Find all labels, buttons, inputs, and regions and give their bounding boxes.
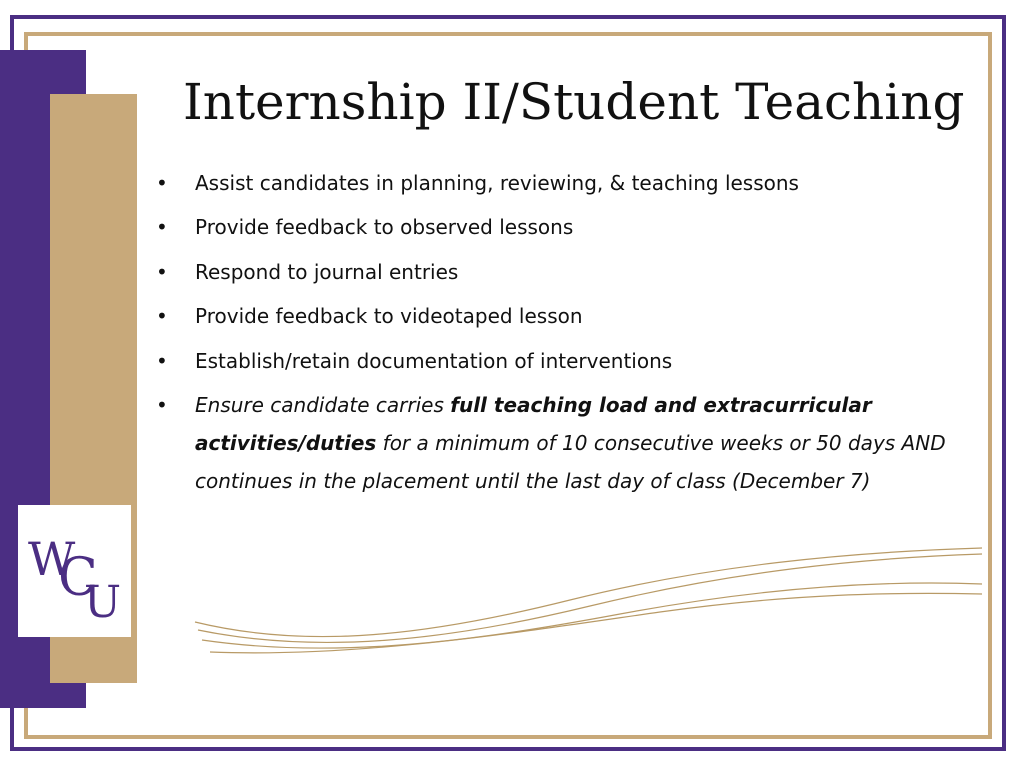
bullet-list — [156, 170, 956, 518]
requirement-text-start: Ensure candidate carries — [195, 392, 451, 417]
bullet-dot: • — [156, 171, 168, 195]
bullet-item — [156, 303, 956, 329]
bullet-dot: • — [156, 304, 168, 329]
requirement-text-end: for a minimum of 10 consecutive weeks or 50 days AND continues in the placement until the last day of class (December 7) — [195, 430, 946, 493]
bullet-item — [156, 170, 956, 196]
svg-text:U: U — [84, 577, 122, 628]
bullet-dot: • — [156, 348, 168, 373]
bullet-text: Provide feedback to observed lessons — [195, 215, 574, 240]
wcu-logo-icon — [18, 505, 131, 637]
svg-text:C: C — [58, 548, 98, 608]
decorative-swoosh-lines — [190, 540, 985, 660]
svg-text:W: W — [28, 532, 76, 586]
bullet-text: Provide feedback to videotaped lesson — [195, 304, 583, 329]
bullet-dot: • — [156, 259, 168, 284]
wcu-logo — [18, 505, 131, 637]
bullet-text: Assist candidates in planning, reviewing, & teaching lessons — [195, 171, 799, 195]
bullet-text: Establish/retain documentation of interventions — [195, 348, 673, 373]
bullet-item-requirement — [156, 386, 956, 500]
bullet-dot: • — [156, 392, 168, 417]
requirement-text-bold: full teaching load and extracurricular activities/duties — [195, 392, 872, 455]
bullet-text: Respond to journal entries — [195, 259, 459, 284]
bullet-item — [156, 348, 956, 374]
bullet-dot: • — [156, 215, 168, 240]
bullet-item — [156, 214, 956, 240]
slide-title: Internship II/Student Teaching — [183, 73, 965, 131]
bullet-item — [156, 259, 956, 285]
